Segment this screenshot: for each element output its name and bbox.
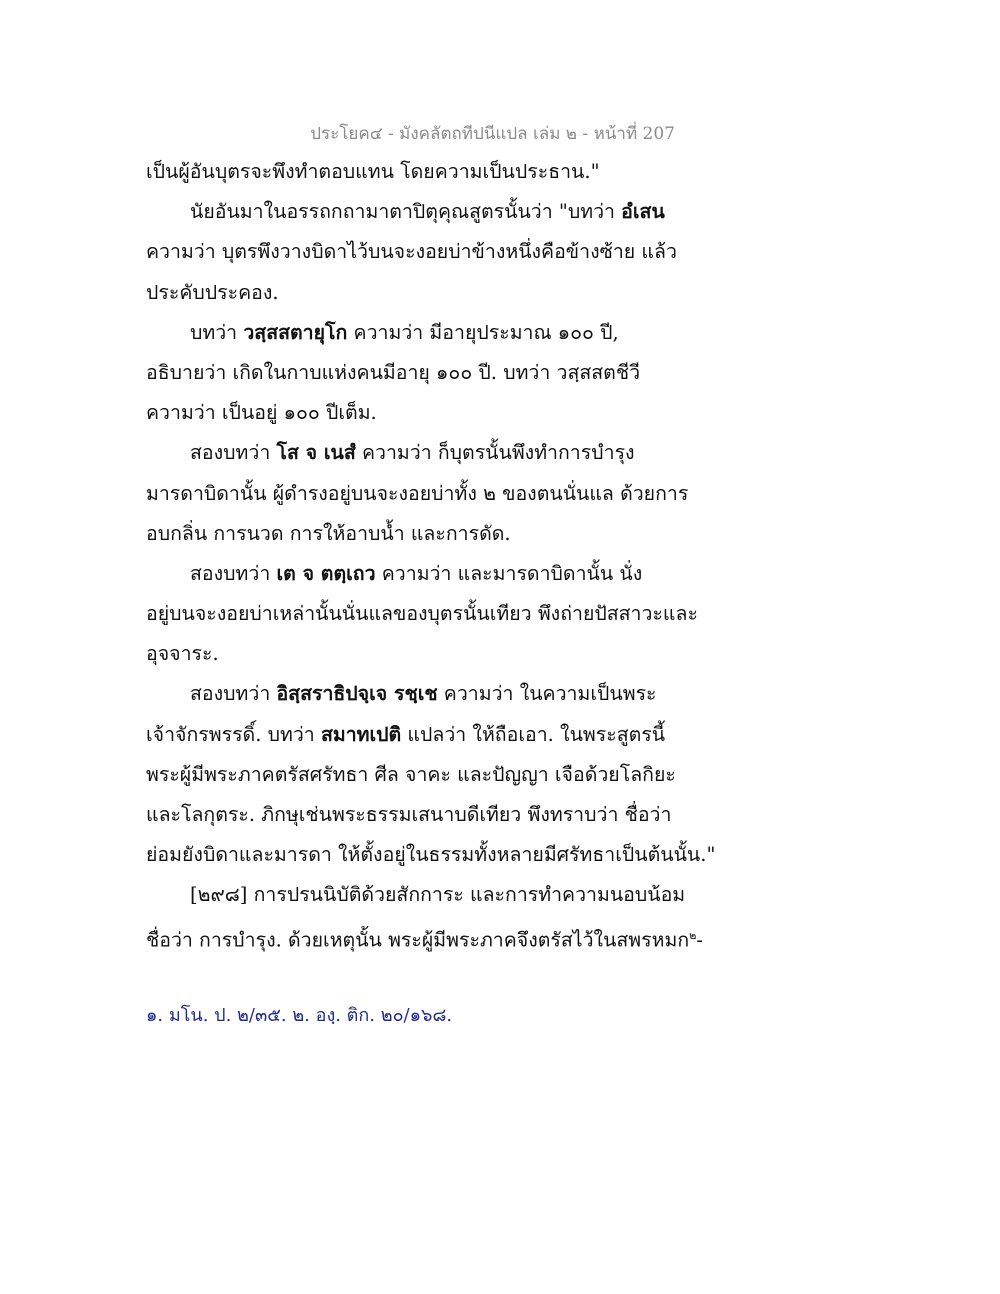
- pali-term: อํเสน: [621, 200, 665, 224]
- text-segment: เจ้าจักรพรรดิ์. บทว่า: [146, 722, 321, 746]
- text-segment: สองบทว่า: [190, 561, 277, 585]
- text-segment: ความว่า มีอายุประมาณ ๑๐๐ ปี,: [347, 320, 619, 344]
- text-line: [146, 232, 706, 272]
- footnote-marker: ๒: [689, 928, 697, 942]
- text-segment: ย่อมยังบิดาและมารดา ให้ตั้งอยู่ในธรรมทั้งหลายมีศรัทธาเป็นต้นนั้น.": [146, 843, 716, 867]
- text-segment: ความว่า ก็บุตรนั้นพึงทำการบำรุง: [355, 441, 635, 465]
- pali-term: อิสฺสราธิปจฺเจ รชฺเช: [276, 682, 438, 706]
- running-header: ประโยค๔ - มังคลัตถทีปนีแปล เล่ม ๒ - หน้าที่ 207: [310, 124, 675, 144]
- text-segment: ความว่า บุตรพึงวางบิดาไว้บนจะงอยบ่าข้างหนึ่งคือข้างซ้าย แล้ว: [146, 240, 677, 264]
- text-line: [146, 393, 706, 433]
- text-line: [146, 474, 706, 514]
- text-line: [146, 273, 706, 313]
- text-line: [146, 835, 716, 875]
- pali-term: เต จ ตตฺเถว: [276, 561, 376, 585]
- text-segment: -: [696, 928, 704, 952]
- text-segment: เป็นผู้อันบุตรจะพึงทำตอบแทน โดยความเป็นประธาน.": [146, 160, 600, 183]
- text-line: [146, 795, 706, 835]
- text-segment: นัยอันมาในอรรถกถามาตาปิตุคุณสูตรนั้นว่า "บทว่า: [190, 200, 622, 224]
- pali-term: วสฺสสตายุโก: [243, 320, 348, 344]
- text-line: [146, 594, 706, 634]
- text-segment: ชื่อว่า การบำรุง. ด้วยเหตุนั้น พระผู้มีพระภาคจึงตรัสไว้ในสพรหมก: [146, 928, 690, 952]
- text-line: [146, 916, 706, 956]
- text-line: [146, 313, 706, 353]
- text-segment: ความว่า ในความเป็นพระ: [437, 682, 657, 706]
- text-line: [146, 152, 706, 192]
- text-line: [146, 674, 706, 714]
- text-segment: และโลกุตระ. ภิกษุเช่นพระธรรมเสนาบดีเทียว พึงทราบว่า ชื่อว่า: [146, 803, 672, 826]
- text-segment: อยู่บนจะงอยบ่าเหล่านั้นนั่นแลของบุตรนั้นเทียว พึงถ่ายปัสสาวะและ: [146, 602, 698, 626]
- text-line: [146, 514, 706, 554]
- text-segment: อบกลิ่น การนวด การให้อาบน้ำ และการดัด.: [146, 521, 511, 545]
- footnote: ๑. มโน. ป. ๒/๓๕. ๒. องฺ. ติก. ๒๐/๑๖๘.: [146, 1005, 453, 1026]
- pali-term: โส จ เนสํ: [276, 441, 356, 465]
- text-line: [146, 875, 706, 915]
- text-line: [146, 634, 706, 674]
- text-segment: พระผู้มีพระภาคตรัสศรัทธา ศีล จาคะ และปัญญา เจือด้วยโลกิยะ: [146, 762, 676, 786]
- text-segment: สองบทว่า: [190, 441, 277, 465]
- text-segment: ความว่า และมารดาบิดานั้น นั่ง: [375, 561, 643, 585]
- text-line: [146, 433, 706, 473]
- body-text: [146, 152, 716, 956]
- text-line: [146, 192, 706, 232]
- text-segment: อุจจาระ.: [146, 642, 219, 666]
- pali-term: สมาทเปติ: [320, 722, 402, 746]
- text-line: [146, 353, 706, 393]
- text-segment: แปลว่า ให้ถือเอา. ในพระสูตรนี้: [401, 722, 666, 746]
- text-line: [146, 554, 706, 594]
- text-segment: อธิบายว่า เกิดในกาบแห่งคนมีอายุ ๑๐๐ ปี. บทว่า วสฺสสตชีวี: [146, 360, 641, 384]
- text-segment: มารดาบิดานั้น ผู้ดำรงอยู่บนจะงอยบ่าทั้ง ๒ ของตนนั่นแล ด้วยการ: [146, 481, 689, 505]
- text-segment: [๒๙๘] การปรนนิบัติด้วยสักการะ และการทำความนอบน้อม: [190, 883, 686, 907]
- text-segment: ประคับประคอง.: [146, 280, 279, 304]
- text-segment: บทว่า: [190, 320, 244, 344]
- text-line: [146, 755, 706, 795]
- text-line: [146, 715, 706, 755]
- text-segment: ความว่า เป็นอยู่ ๑๐๐ ปีเต็ม.: [146, 401, 377, 425]
- text-segment: สองบทว่า: [190, 682, 277, 706]
